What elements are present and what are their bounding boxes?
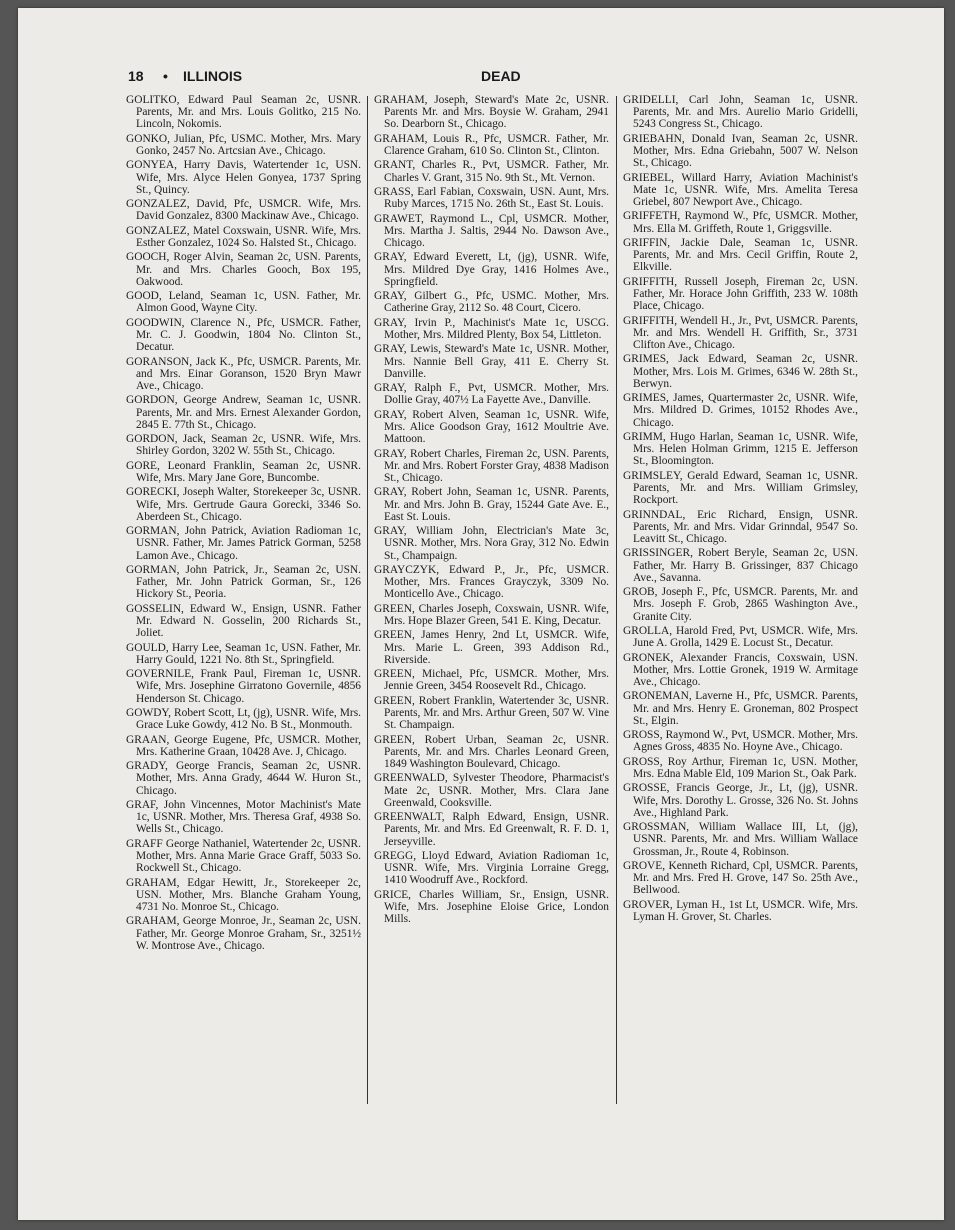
casualty-entry: GORDON, George Andrew, Seaman 1c, USNR. Parents, Mr. and Mrs. Ernest Alexander Gordon, 2845 E. 77th St., Chicago. xyxy=(126,394,361,431)
casualty-entry: GRAY, Irvin P., Machinist's Mate 1c, USCG. Mother, Mrs. Mildred Plenty, Box 54, Littleton. xyxy=(374,316,609,341)
casualty-entry: GORANSON, Jack K., Pfc, USMCR. Parents, Mr. and Mrs. Einar Goranson, 1520 Bryn Mawr Ave., Chicago. xyxy=(126,355,361,392)
casualty-entry: GREENWALD, Sylvester Theodore, Pharmacist's Mate 2c, USNR. Mother, Mrs. Clara Jane Greenwald, Cooksville. xyxy=(374,772,609,809)
header-bullet: • xyxy=(163,68,168,84)
casualty-entry: GOOD, Leland, Seaman 1c, USN. Father, Mr. Almon Good, Wayne City. xyxy=(126,290,361,315)
casualty-entry: GOWDY, Robert Scott, Lt, (jg), USNR. Wife, Mrs. Grace Luke Gowdy, 412 No. B St., Monmouth. xyxy=(126,706,361,732)
casualty-entry: GREGG, Lloyd Edward, Aviation Radioman 1c, USNR. Wife, Mrs. Virginia Lorraine Gregg, 1410 Woodruff Ave., Rockford. xyxy=(374,849,609,887)
casualty-entry: GRISSINGER, Robert Beryle, Seaman 2c, USN. Father, Mr. Harry B. Grissinger, 837 Chicago Ave., Savanna. xyxy=(623,547,858,584)
casualty-entry: GRAY, Lewis, Steward's Mate 1c, USNR. Mother, Mrs. Nannie Bell Gray, 411 E. Cherry St. Danville. xyxy=(374,343,609,380)
casualty-entry: GRICE, Charles William, Sr., Ensign, USNR. Wife, Mrs. Josephine Eloise Grice, London Mills. xyxy=(374,888,609,926)
casualty-entry: GRONEK, Alexander Francis, Coxswain, USN. Mother, Mrs. Lottie Gronek, 1919 W. Armitage Ave., Chicago. xyxy=(623,651,858,688)
casualty-entry: GROLLA, Harold Fred, Pvt, USMCR. Wife, Mrs. June A. Grolla, 1429 E. Locust St., Decatur. xyxy=(623,624,858,650)
casualty-entry: GRAY, Gilbert G., Pfc, USMC. Mother, Mrs. Catherine Gray, 2112 So. 48 Court, Cicero. xyxy=(374,290,609,315)
casualty-entry: GONYEA, Harry Davis, Watertender 1c, USN. Wife, Mrs. Alyce Helen Gonyea, 1737 Spring St., Quincy. xyxy=(126,159,361,196)
casualty-entry: GONZALEZ, Matel Coxswain, USNR. Wife, Mrs. Esther Gonzalez, 1024 So. Halsted St., Chicago. xyxy=(126,224,361,249)
casualty-entry: GROVE, Kenneth Richard, Cpl, USMCR. Parents, Mr. and Mrs. Fred H. Grove, 147 So. 25th Ave., Bellwood. xyxy=(623,859,858,897)
casualty-entry: GROSSMAN, William Wallace III, Lt, (jg), USNR. Parents, Mr. and Mrs. William Wallace Grossman, Jr., Route 4, Robinson. xyxy=(623,821,858,858)
casualty-entry: GRADY, George Francis, Seaman 2c, USNR. Mother, Mrs. Anna Grady, 4644 W. Huron St., Chicago. xyxy=(126,760,361,797)
casualty-entry: GOULD, Harry Lee, Seaman 1c, USN. Father, Mr. Harry Gould, 1221 No. 8th St., Springfield. xyxy=(126,641,361,666)
casualty-entry: GROSS, Roy Arthur, Fireman 1c, USN. Mother, Mrs. Edna Mable Eld, 109 Marion St., Oak Park. xyxy=(623,755,858,780)
column-1 xyxy=(126,94,361,954)
casualty-entry: GRAY, Robert Alven, Seaman 1c, USNR. Wife, Mrs. Alice Goodson Gray, 1612 Moultrie Ave. Mattoon. xyxy=(374,408,609,446)
document-page xyxy=(18,8,944,1220)
casualty-entry: GRIDELLI, Carl John, Seaman 1c, USNR. Parents, Mr. and Mrs. Aurelio Mario Gridelli, 5243 Congress St., Chicago. xyxy=(623,94,858,131)
casualty-entry: GRINNDAL, Eric Richard, Ensign, USNR. Parents, Mr. and Mrs. Vidar Grinndal, 9547 So. Leavitt St., Chicago. xyxy=(623,508,858,545)
casualty-entry: GRIFFETH, Raymond W., Pfc, USMCR. Mother, Mrs. Ella M. Griffeth, Route 1, Griggsville. xyxy=(623,210,858,235)
casualty-entry: GRAF, John Vincennes, Motor Machinist's Mate 1c, USNR. Mother, Mrs. Theresa Graf, 4938 So. Wells St., Chicago. xyxy=(126,798,361,836)
casualty-entry: GORMAN, John Patrick, Jr., Seaman 2c, USN. Father, Mr. John Patrick Gorman, Sr., 126 Hickory St., Peoria. xyxy=(126,563,361,601)
casualty-entry: GRAY, William John, Electrician's Mate 3c, USNR. Mother, Mrs. Nora Gray, 312 No. Edwin St., Champaign. xyxy=(374,525,609,562)
casualty-entry: GRAFF George Nathaniel, Watertender 2c, USNR. Mother, Mrs. Anna Marie Grace Graff, 5033 So. Rockwell St., Chicago. xyxy=(126,837,361,875)
casualty-entry: GRIMM, Hugo Harlan, Seaman 1c, USNR. Wife, Mrs. Helen Holman Grimm, 1215 E. Jefferson St., Bloomington. xyxy=(623,430,858,468)
column-3 xyxy=(623,94,858,925)
column-2 xyxy=(374,94,609,928)
casualty-entry: GREEN, Robert Urban, Seaman 2c, USNR. Parents, Mr. and Mrs. Charles Leonard Green, 1849 Washington Boulevard, Chicago. xyxy=(374,733,609,770)
casualty-entry: GREEN, Michael, Pfc, USMCR. Mother, Mrs. Jennie Green, 3454 Roosevelt Rd., Chicago. xyxy=(374,668,609,693)
casualty-entry: GROSSE, Francis George, Jr., Lt, (jg), USNR. Wife, Mrs. Dorothy L. Grosse, 326 No. St. Johns Ave., Highland Park. xyxy=(623,782,858,819)
casualty-entry: GOVERNILE, Frank Paul, Fireman 1c, USNR. Wife, Mrs. Josephine Girratono Governile, 4856 Henderson St. Chicago. xyxy=(126,668,361,705)
casualty-entry: GREEN, James Henry, 2nd Lt, USMCR. Wife, Mrs. Marie L. Green, 393 Addison Rd., Riverside. xyxy=(374,629,609,666)
casualty-entry: GRANT, Charles R., Pvt, USMCR. Father, Mr. Charles V. Grant, 315 No. 9th St., Mt. Vernon. xyxy=(374,159,609,184)
casualty-entry: GRIFFITH, Russell Joseph, Fireman 2c, USN. Father, Mr. Horace John Griffith, 233 W. 108th Place, Chicago. xyxy=(623,275,858,313)
casualty-entry: GRAHAM, Joseph, Steward's Mate 2c, USNR. Parents Mr. and Mrs. Boysie W. Graham, 2941 So. Dearborn St., Chicago. xyxy=(374,94,609,131)
casualty-entry: GRAY, Robert Charles, Fireman 2c, USN. Parents, Mr. and Mrs. Robert Forster Gray, 4838 Madison St., Chicago. xyxy=(374,447,609,484)
casualty-entry: GROSS, Raymond W., Pvt, USMCR. Mother, Mrs. Agnes Gross, 4835 No. Hoyne Ave., Chicago. xyxy=(623,729,858,754)
state-heading: ILLINOIS xyxy=(183,68,243,84)
casualty-entry: GRAHAM, Edgar Hewitt, Jr., Storekeeper 2c, USN. Mother, Mrs. Blanche Graham Young, 4731 No. Monroe St., Chicago. xyxy=(126,876,361,913)
casualty-entry: GREEN, Charles Joseph, Coxswain, USNR. Wife, Mrs. Hope Blazer Green, 541 E. King, Decatur. xyxy=(374,602,609,627)
casualty-entry: GRAHAM, George Monroe, Jr., Seaman 2c, USN. Father, Mr. George Monroe Graham, Sr., 3251½ W. Montrose Ave., Chicago. xyxy=(126,915,361,952)
casualty-entry: GONKO, Julian, Pfc, USMC. Mother, Mrs. Mary Gonko, 2457 No. Artcsian Ave., Chicago. xyxy=(126,132,361,157)
casualty-entry: GREEN, Robert Franklin, Watertender 3c, USNR. Parents, Mr. and Mrs. Arthur Green, 507 W. Vine St. Champaign. xyxy=(374,694,609,732)
casualty-entry: GRIEBAHN, Donald Ivan, Seaman 2c, USNR. Mother, Mrs. Edna Griebahn, 5007 W. Nelson St., Chicago. xyxy=(623,132,858,170)
casualty-entry: GORMAN, John Patrick, Aviation Radioman 1c, USNR. Father, Mr. James Patrick Gorman, 5258 Lamon Ave., Chicago. xyxy=(126,525,361,562)
casualty-entry: GRIMES, James, Quartermaster 2c, USNR. Wife, Mrs. Mildred D. Grimes, 10152 Rhodes Ave., Chicago. xyxy=(623,392,858,429)
casualty-entry: GRIMES, Jack Edward, Seaman 2c, USNR. Mother, Mrs. Lois M. Grimes, 6346 W. 28th St., Berwyn. xyxy=(623,353,858,390)
casualty-entry: GRONEMAN, Laverne H., Pfc, USMCR. Parents, Mr. and Mrs. Henry E. Groneman, 802 Prospect St., Elgin. xyxy=(623,690,858,727)
casualty-entry: GONZALEZ, David, Pfc, USMCR. Wife, Mrs. David Gonzalez, 8300 Mackinaw Ave., Chicago. xyxy=(126,198,361,223)
column-divider-1 xyxy=(367,96,368,1104)
casualty-entry: GRAAN, George Eugene, Pfc, USMCR. Mother, Mrs. Katherine Graan, 10428 Ave. J, Chicago. xyxy=(126,733,361,758)
casualty-entry: GRIMSLEY, Gerald Edward, Seaman 1c, USNR. Parents, Mr. and Mrs. William Grimsley, Rockport. xyxy=(623,469,858,507)
casualty-entry: GRAY, Edward Everett, Lt, (jg), USNR. Wife, Mrs. Mildred Dye Gray, 1416 Holmes Ave., Springfield. xyxy=(374,251,609,288)
casualty-entry: GRAWET, Raymond L., Cpl, USMCR. Mother, Mrs. Martha J. Saltis, 2944 No. Dawson Ave., Chicago. xyxy=(374,212,609,249)
casualty-entry: GRASS, Earl Fabian, Coxswain, USN. Aunt, Mrs. Ruby Marces, 1715 No. 26th St., East St. Louis. xyxy=(374,185,609,211)
casualty-entry: GRAHAM, Louis R., Pfc, USMCR. Father, Mr. Clarence Graham, 610 So. Clinton St., Clinton. xyxy=(374,132,609,157)
section-heading: DEAD xyxy=(481,68,521,84)
casualty-entry: GRAYCZYK, Edward P., Jr., Pfc, USMCR. Mother, Mrs. Frances Grayczyk, 3309 No. Monticello Ave., Chicago. xyxy=(374,563,609,601)
casualty-entry: GRAY, Robert John, Seaman 1c, USNR. Parents, Mr. and Mrs. John B. Gray, 15244 Gate Ave. E., East St. Louis. xyxy=(374,486,609,523)
casualty-entry: GROVER, Lyman H., 1st Lt, USMCR. Wife, Mrs. Lyman H. Grover, St. Charles. xyxy=(623,898,858,923)
casualty-entry: GORE, Leonard Franklin, Seaman 2c, USNR. Wife, Mrs. Mary Jane Gore, Buncombe. xyxy=(126,459,361,484)
casualty-entry: GREENWALT, Ralph Edward, Ensign, USNR. Parents, Mr. and Mrs. Ed Greenwalt, R. F. D. 1, Jerseyville. xyxy=(374,811,609,848)
casualty-entry: GOODWIN, Clarence N., Pfc, USMCR. Father, Mr. C. J. Goodwin, 1804 No. Clinton St., Decatur. xyxy=(126,316,361,354)
page-header xyxy=(128,64,888,84)
column-divider-2 xyxy=(616,96,617,1104)
casualty-entry: GOSSELIN, Edward W., Ensign, USNR. Father Mr. Edward N. Gosselin, 200 Richards St., Joliet. xyxy=(126,602,361,640)
casualty-entry: GRIFFIN, Jackie Dale, Seaman 1c, USNR. Parents, Mr. and Mrs. Cecil Griffin, Route 2, Elkville. xyxy=(623,236,858,274)
casualty-entry: GOLITKO, Edward Paul Seaman 2c, USNR. Parents, Mr. and Mrs. Louis Golitko, 215 No. Lincoln, Nokomis. xyxy=(126,94,361,131)
casualty-entry: GORDON, Jack, Seaman 2c, USNR. Wife, Mrs. Shirley Gordon, 3202 W. 55th St., Chicago. xyxy=(126,433,361,458)
casualty-entry: GROB, Joseph F., Pfc, USMCR. Parents, Mr. and Mrs. Joseph F. Grob, 2865 Washington Ave., Granite City. xyxy=(623,586,858,623)
casualty-entry: GOOCH, Roger Alvin, Seaman 2c, USN. Parents, Mr. and Mrs. Charles Gooch, Box 195, Oakwood. xyxy=(126,251,361,288)
casualty-entry: GORECKI, Joseph Walter, Storekeeper 3c, USNR. Wife, Mrs. Gertrude Gaura Gorecki, 3346 So. Aberdeen St., Chicago. xyxy=(126,486,361,523)
casualty-entry: GRIFFITH, Wendell H., Jr., Pvt, USMCR. Parents, Mr. and Mrs. Wendell H. Griffith, Sr., 3731 Clifton Ave., Chicago. xyxy=(623,314,858,351)
casualty-entry: GRIEBEL, Willard Harry, Aviation Machinist's Mate 1c, USNR. Wife, Mrs. Amelita Teresa Griebel, 807 Newport Ave., Chicago. xyxy=(623,171,858,208)
page-number: 18 xyxy=(128,68,144,84)
casualty-entry: GRAY, Ralph F., Pvt, USMCR. Mother, Mrs. Dollie Gray, 407½ La Fayette Ave., Danville. xyxy=(374,382,609,407)
